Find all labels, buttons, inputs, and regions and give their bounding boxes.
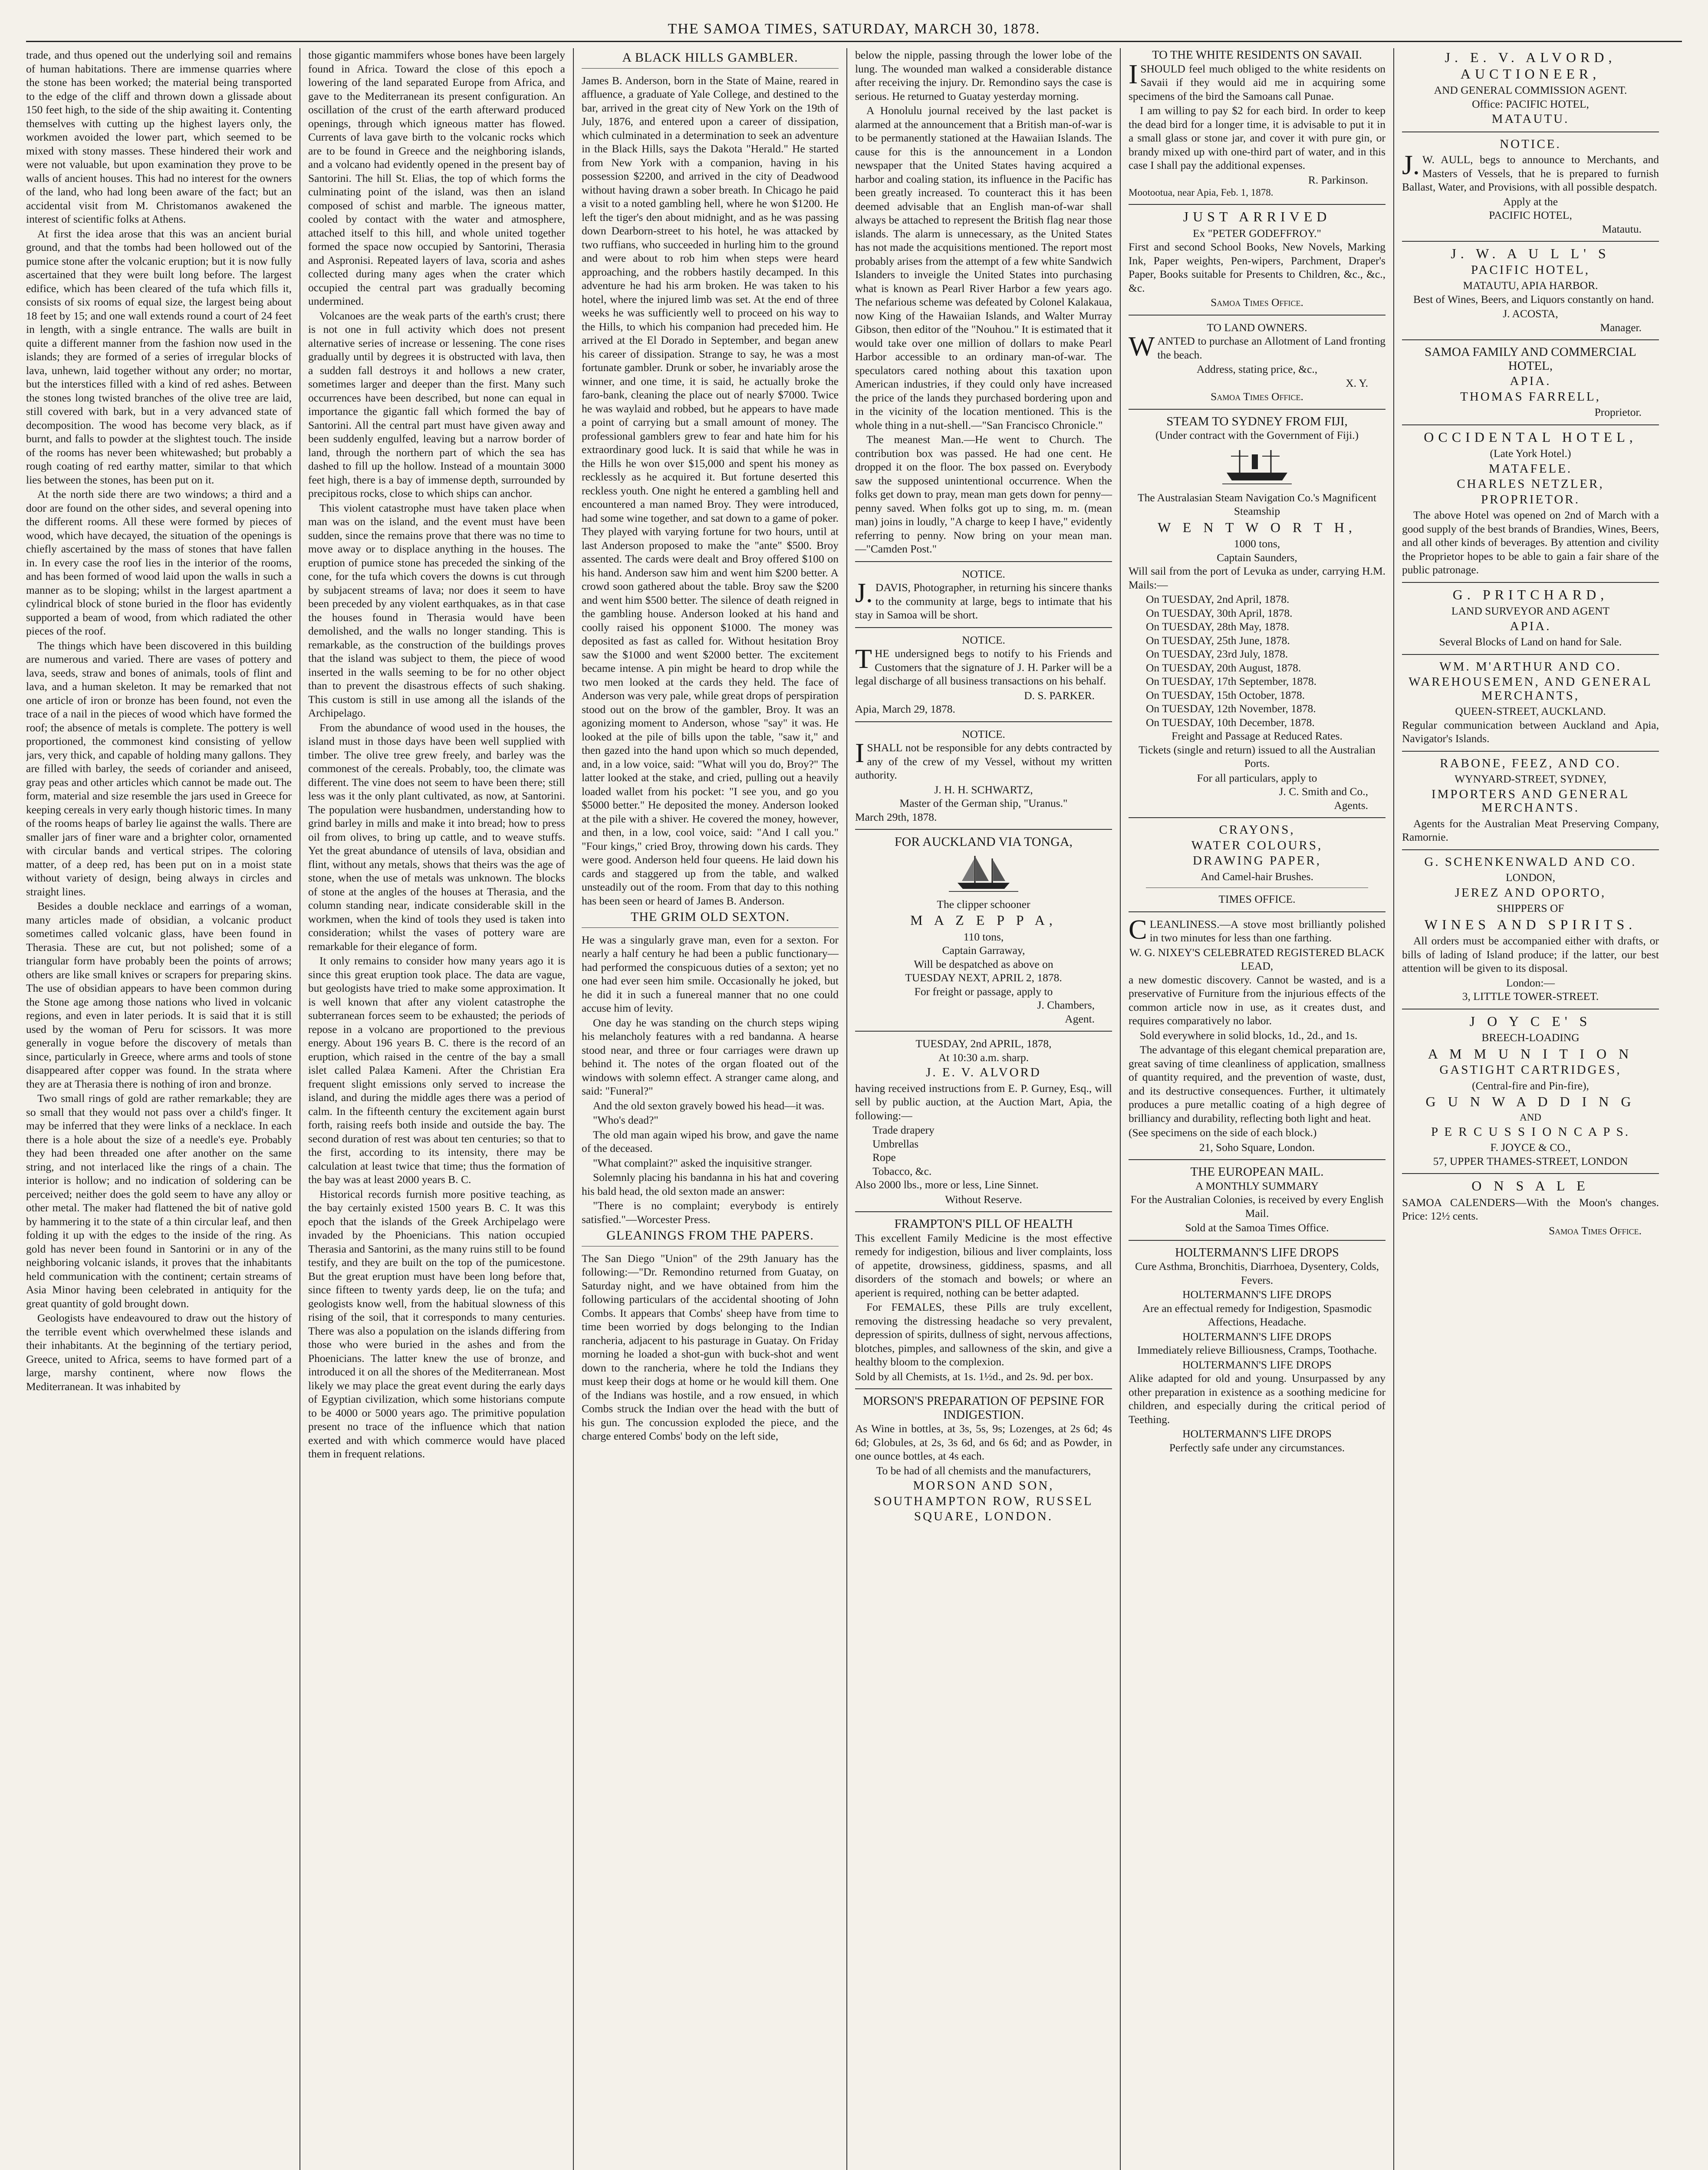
ad-body: For the Australian Colonies, is received by every English Mail. [1130, 1193, 1384, 1220]
ad-place: London:— [1506, 976, 1555, 989]
divider [1129, 1240, 1385, 1241]
article-paragraph: He was a singularly grave man, even for a sexton. For nearly a half century he had been a public functionary—had performed the conspicuous duties of a sexton; yet no one had ever seen him smile. Occasionally he joked, but he did it in such a funereal manner that no one could accuse him of levity. [582, 933, 839, 1014]
sailing-date: On TUESDAY, 15th October, 1878. [1146, 688, 1305, 701]
ad-subheading: LAND SURVEYOR AND AGENT [1451, 605, 1610, 617]
article-paragraph: This violent catastrophe must have taken place when man was on the island, and the event must have been sudden, since the remains prove that there was no time to move away or to displace anything in the houses. The eruption of pumice stone has preceded the sinking of the cone, for the tufa which covers the downs is cut through by subjacent streams of lava; nor does it seem to have been preceded by any violent earthquakes, as in that case the houses found in Therasia would have been demolished, and the walls no longer standing. This is remarkable, as the construction of the buildings proves that the island was subject to them, the piece of wood inserted in the walls seeming to be for no other object than to prevent the disastrous effects of such shaking. This custom is still in use among all the islands of the Archipelago. [308, 501, 565, 719]
shipping-agent: J. Chambers, [1037, 999, 1095, 1011]
ad-heading: HOLTERMANN'S LIFE DROPS [1182, 1427, 1332, 1440]
article-paragraph: Two small rings of gold are rather remarkable; they are so small that they would not pass over a child's finger. It may be inferred that they were links of a necklace. In each there is a hole about the size of a needle's eye. Probably they had been threaded one after another on the same string, and not interlaced like the rings of a chain. The interior is hollow; and no indication of soldering can be perceived; neither does the gold seem to have any alloy or other metal. The maker had flattened the bit of native gold by hammering it to the state of a thin circular leaf, and then folding it up with the edges to the inside of the ring. As gold has never been found in Santorini or in any of the neighboring volcanic islands, it proves that the inhabitants held communication with the continent; certain streams of Asia Minor having been celebrated in antiquity for the great quantity of gold brought down. [26, 1092, 292, 1310]
ad-goods: GASTIGHT CARTRIDGES, [1439, 1063, 1622, 1077]
ad-subheading: JEREZ AND OPORTO, [1455, 885, 1606, 900]
ad-heading: HOLTERMANN'S LIFE DROPS [1182, 1330, 1332, 1343]
ad-body: Agents for the Australian Meat Preserving Company, Ramornie. [1402, 817, 1659, 843]
ad-heading: WM. M'ARTHUR AND CO. [1439, 659, 1622, 674]
article-paragraph: below the nipple, passing through the lower lobe of the lung. The wounded man walked a considerable distance after receiving the injury. Dr. Remondino says the case is serious. He returned to Guatay yesterday morning. [855, 49, 1112, 102]
ad-address: 3, LITTLE TOWER-STREET. [1462, 990, 1599, 1003]
ad-address: 57, UPPER THAMES-STREET, LONDON [1433, 1154, 1628, 1167]
ad-body: SHIPPERS OF [1497, 902, 1564, 914]
ad-subheading: WAREHOUSEMEN, AND GENERAL MERCHANTS, [1409, 675, 1652, 703]
ad-address: SQUARE, LONDON. [914, 1509, 1053, 1523]
article-headline: GLEANINGS FROM THE PAPERS. [582, 1229, 839, 1246]
masthead: THE SAMOA TIMES, SATURDAY, MARCH 30, 1878. [26, 17, 1682, 42]
notice-heading: NOTICE. [1500, 137, 1561, 151]
sale-item: Tobacco, &c. [872, 1164, 932, 1177]
ad-goods: A M M U N I T I O N [1428, 1046, 1633, 1062]
sale-also: Also 2000 lbs., more or less, Line Sinnet. [855, 1178, 1039, 1191]
ad-signature: X. Y. [1346, 376, 1368, 389]
divider [1129, 817, 1385, 818]
ad-body: Alike adapted for old and young. Unsurpassed by any other preparation in existence as a soothing medicine for children, and especially during the critical period of Teething. [1129, 1372, 1385, 1426]
divider [1402, 339, 1659, 340]
schooner-icon [949, 852, 1018, 894]
ad-body: All orders must be accompanied either with drafts, or bills of lading of Island produce; if the latter, our best attention will be given to its disposal. [1402, 934, 1659, 974]
divider [855, 1211, 1112, 1212]
divider [1129, 204, 1385, 205]
ad-goods: G U N W A D D I N G [1425, 1094, 1636, 1109]
ad-heading: DRAWING PAPER, [1193, 854, 1321, 868]
ad-signature: J. ACOSTA, [1503, 307, 1558, 320]
ad-body: Regular communication between Auckland and Apia, Navigator's Islands. [1402, 718, 1659, 745]
sale-auctioneer: J. E. V. ALVORD [926, 1065, 1041, 1079]
ad-heading: CRAYONS, [1219, 823, 1295, 837]
columns [26, 48, 1682, 2170]
divider [855, 561, 1112, 562]
ad-heading: TO LAND OWNERS. [1207, 321, 1307, 334]
ad-goods: P E R C U S S I O N C A P S. [1431, 1124, 1630, 1139]
shipping-line: The clipper schooner [937, 898, 1030, 911]
ad-heading: WATER COLOURS, [1191, 838, 1323, 852]
divider [1402, 1173, 1659, 1174]
ad-body: Freight and Passage at Reduced Rates. [1172, 730, 1343, 742]
ad-office: Samoa Times Office. [1549, 1224, 1642, 1237]
ad-subheading: AND GENERAL COMMISSION AGENT. [1434, 84, 1627, 96]
ad-subheading: Ex "PETER GODEFFROY." [1193, 227, 1321, 240]
shipping-line: 110 tons, [963, 930, 1004, 943]
sailing-date: On TUESDAY, 20th August, 1878. [1146, 661, 1301, 674]
article-paragraph: The old man again wiped his brow, and gave the name of the deceased. [582, 1128, 839, 1154]
ad-body: Sold everywhere in solid blocks, 1d., 2d., and 1s. [1140, 1029, 1358, 1042]
sale-body: having received instructions from E. P. Gurney, Esq., will sell by public auction, at the Auction Mart, Apia, the following:— [855, 1082, 1112, 1122]
article-paragraph: The meanest Man.—He went to Church. The contribution box was passed. He had one cent. He dropped it on the floor. The box passed on. Everybody saw the supposed unintentional occurrence. When the folks get down to pray, mean man gets down for penny—penny saved. When folks got up to sing, m. m. (mean man) joins in loudly, "A charge to keep I have," evidently referring to penny. Now bring on your mean man.—"Camden Post." [855, 433, 1112, 555]
article-paragraph: At the north side there are two windows; a third and a door are found on the other sides, and several opening into the different rooms. All these were formed by pieces of wood, which have decayed, the situation of the openings is chiefly ascertained by the mass of stones that have fallen in. In every case the roof lies in the interior of the rooms, and has been formed of wood laid upon the walls in such a manner as to be sloping; whilst in the largest apartment a cylindrical block of stone buried in the floor has evidently supported a beam of wood, from which radiated the other pieces of the roof. [26, 488, 292, 637]
column-2 [299, 48, 573, 2170]
divider [855, 1388, 1112, 1389]
notice-signature-title: Master of the German ship, "Uranus." [899, 797, 1068, 809]
divider [1402, 751, 1659, 752]
ad-heading: PACIFIC HOTEL, [1471, 263, 1590, 277]
sailing-date: On TUESDAY, 2nd April, 1878. [1146, 593, 1290, 605]
ad-heading: J. W. A U L L' S [1451, 246, 1610, 261]
ad-body: Are an effectual remedy for Indigestion, Spasmodic Affections, Headache. [1142, 1302, 1372, 1328]
column-6 [1393, 48, 1667, 2170]
ad-heading: O N S A L E [1471, 1178, 1590, 1194]
ad-heading: HOLTERMANN'S LIFE DROPS [1175, 1246, 1339, 1259]
ad-body: This excellent Family Medicine is the most effective remedy for indigestion, bilious and liver complaints, loss of appetite, drowsiness, giddiness, spasms, and all disorders of the stomach and bowels; or where an aperient is required, nothing can be better adapted. [855, 1231, 1112, 1299]
ad-heading: G. PRITCHARD, [1452, 586, 1609, 602]
ad-body: Sold by all Chemists, at 1s. 1½d., and 2s. 9d. per box. [855, 1370, 1093, 1383]
ad-body: The above Hotel was opened on 2nd of March with a good supply of the best brands of Brandies, Wines, Beers, and all other kinds of beverages. By attention and civility the Proprietor hopes to be able to gain a fair share of the public patronage. [1402, 509, 1659, 576]
notice-body: ISHALL not be responsible for any debts contracted by any of the crew of my Vessel, without my written authority. [855, 737, 1112, 781]
ad-heading: JUST ARRIVED [1183, 209, 1331, 224]
ad-body: Best of Wines, Beers, and Liquors constantly on hand. [1413, 293, 1654, 306]
column-3 [573, 48, 846, 2170]
ad-place: MATAUTU. [1491, 112, 1570, 126]
divider [1402, 424, 1659, 425]
ad-name: CHARLES NETZLER, [1457, 477, 1604, 491]
ad-body: J.W. AULL, begs to announce to Merchants, and Masters of Vessels, that he is prepared to furnish Ballast, Water, and Provisions, with all possible despatch. [1402, 149, 1659, 193]
ad-body: Tickets (single and return) issued to all the Australian Ports. [1139, 743, 1376, 769]
column-4 [846, 48, 1120, 2170]
notice-date: Apia, March 29, 1878. [855, 703, 955, 715]
ad-body: ISHOULD feel much obliged to the white residents on Savaii if they would aid me in acquiring some specimens of the bird the Samoans call Punae. [1129, 58, 1385, 102]
divider [855, 829, 1112, 830]
ad-body: (See specimens on the side of each block.) [1129, 1126, 1317, 1139]
ad-signature-title: Manager. [1600, 321, 1642, 334]
ad-subheading: (Under contract with the Government of Fiji.) [1155, 429, 1359, 441]
divider [1402, 849, 1659, 850]
column-1 [26, 48, 299, 2170]
ad-body: 1000 tons, [1234, 537, 1280, 550]
ad-office: TIMES OFFICE. [1218, 893, 1296, 905]
ad-body: Will sail from the port of Levuka as under, carrying H.M. Mails:— [1129, 565, 1385, 591]
ad-body: Office: PACIFIC HOTEL, [1472, 97, 1589, 110]
ad-body: Cure Asthma, Bronchitis, Diarrhoea, Dysentery, Colds, Fevers. [1135, 1260, 1379, 1286]
divider [1129, 911, 1385, 912]
notice-heading: NOTICE. [962, 727, 1005, 740]
ad-signature: Samoa Times Office. [1211, 296, 1303, 309]
divider [1402, 654, 1659, 655]
article-paragraph: "There is no complaint; everybody is entirely satisfied."—Worcester Press. [582, 1199, 839, 1226]
article-paragraph: One day he was standing on the church steps wiping his melancholy features with a red bandanna. A hearse stood near, and three or four carriages were drawn up behind it. The notes of the organ floated out of the windows with solemn effect. A stranger came along, and said: "Funeral?" [582, 1016, 839, 1097]
ad-body: I am willing to pay $2 for each bird. In order to keep the dead bird for a longer time, it is advisable to put it in a small glass or stone jar, and cover it with pure gin, or brandy mixed up with one-third part of water, and in this case I shall pay the additional expenses. [1129, 104, 1385, 171]
ad-place: LONDON, [1505, 871, 1556, 884]
shipping-heading: FOR AUCKLAND VIA TONGA, [894, 835, 1073, 849]
sale-date: TUESDAY, 2nd APRIL, 1878, [915, 1037, 1052, 1050]
ad-body: The Australasian Steam Navigation Co.'s Magnificent Steamship [1138, 491, 1376, 517]
notice-signature: J. H. H. SCHWARTZ, [934, 783, 1033, 796]
ship-name: W E N T W O R T H, [1158, 519, 1356, 535]
sailing-date: On TUESDAY, 17th September, 1878. [1146, 675, 1317, 687]
divider [855, 627, 1112, 628]
sailing-list [1129, 592, 1385, 729]
divider [1129, 1159, 1385, 1160]
ad-heading: RABONE, FEEZ, AND CO. [1440, 756, 1621, 770]
ad-role: PROPRIETOR. [1481, 492, 1580, 506]
ad-body: Sold at the Samoa Times Office. [1185, 1221, 1329, 1234]
ad-place: APIA. [1510, 374, 1551, 388]
ad-address: 21, Soho Square, London. [1199, 1141, 1315, 1154]
ad-subheading: IMPORTERS AND GENERAL MERCHANTS. [1431, 787, 1630, 815]
ad-company: MORSON AND SON, [913, 1479, 1054, 1493]
sale-item: Umbrellas [872, 1137, 919, 1150]
column-5 [1120, 48, 1393, 2170]
ad-body: As Wine in bottles, at 3s, 5s, 9s; Lozenges, at 2s 6d; 4s 6d; Globules, at 2s, 3s 6d, and 6s 6d; and as Powder, in one ounce bottles, at 4s each. [855, 1422, 1112, 1462]
ad-heading: G. SCHENKENWALD AND CO. [1424, 855, 1637, 869]
ad-body: To be had of all chemists and the manufacturers, [876, 1464, 1091, 1477]
ad-body: The advantage of this elegant chemical preparation are, great saving of time cleanliness of application, smallness of quantity required, and the prevention of waste, dust, and its destructive consequences. Further, it ultimately produces a pure metallic coating of a high degree of brilliancy and durability, reflecting both light and heat. [1129, 1043, 1385, 1124]
ad-body: Captain Saunders, [1217, 551, 1297, 564]
ad-body: First and second School Books, New Novels, Marking Ink, Paper weights, Pen-wipers, Parchment, Draper's Paper, Books suitable for Presents to Children, &c., &c., &c. [1129, 240, 1385, 294]
ad-heading: HOLTERMANN'S LIFE DROPS [1182, 1288, 1332, 1301]
ad-body: Address, stating price, &c., [1196, 363, 1318, 375]
ad-body: For FEMALES, these Pills are truly excellent, removing the distressing headache so very prevalent, depression of spirits, dullness of sight, nervous affections, blotches, pimples, and sallowness of the skin, and give a healthy bloom to the complexion. [855, 1301, 1112, 1368]
ad-heading: SAMOA FAMILY AND COMMERCIAL HOTEL, [1425, 345, 1636, 373]
divider [1402, 582, 1659, 583]
article-paragraph: those gigantic mammifers whose bones have been largely found in Africa. Toward the close of this epoch a lowering of the land separated Europe from Africa, and gave to the Mediterranean its present configuration. An oscillation of the crust of the earth afterward produced openings, through which igneous matter has flowed. Currents of lava gave birth to the volcanic rocks which are to be found in Greece and the neighboring islands, and a volcano had evidently opened in the present bay of Santorini. The hill St. Elias, the top of which forms the culminating point of the island, was then an island composed of schist and marble. The igneous matter, cooled by contact with the water and atmosphere, attached itself to this hill, and whole united together formed the space now occupied by Santorini, Therasia and Aspronisi. Repeated layers of lava, scoria and ashes collected during many ages when the crater which occupied the central part was gradually becoming undermined. [308, 49, 565, 307]
sailing-date: On TUESDAY, 30th April, 1878. [1146, 606, 1293, 619]
notice-body: J.DAVIS, Photographer, in returning his sincere thanks to the community at large, begs to intimate that his stay in Samoa will be short. [855, 577, 1112, 621]
ship-name: M A Z E P P A, [910, 912, 1057, 928]
ad-body: SAMOA CALENDERS—With the Moon's changes. Price: 12½ cents. [1402, 1196, 1659, 1222]
article-paragraph: James B. Anderson, born in the State of Maine, reared in affluence, a graduate of Yale College, and destined to the bar, arrived in the great city of New York on the 19th of July, 1876, and entered upon a career of dissipation, which culminated in a determination to seek an adventure in the Black Hills, says the Dakota "Herald." He started from New York with a companion, having in his possession $2200, and arrived in the city of Deadwood without having drawn a sober breath. In Chicago he paid a visit to a noted gambling hell, where he won $1200. He left the tiger's den about midnight, and as he was passing down Dearborn-street to his hotel, he was attacked by two ruffians, who succeeded in hurling him to the ground and were about to rob him when steps were heard approaching, and the robbers hastily decamped. In this adventure he had his arm broken. He was taken to his hotel, where the injured limb was set. At the end of three weeks he was sufficiently well to proceed on his way to the Hills, to which his companion had preceded him. He arrived at the El Dorado in September, and began anew his career of dissipation. Strange to say, he was a most fortunate gambler. Drunk or sober, he invariably arose the winner, and one time, it is said, he actually broke the faro-bank, cleaning the place out of nearly $7000. Twice he was waylaid and robbed, but he appears to have made a point of carrying but a small amount of money. The professional gamblers grew to fear and hate him for his extraordinary good luck. It is said that while he was in the Hills he won over $15,000 and spent his money as recklessly as he acquired it. But fortune deserted this reckless youth. One night he entered a gambling hell and encountered a man named Broy. They were introduced, had some wine together, and sat down to a game of poker. They played with varying fortune for two hours, until at last Anderson proposed to make the "ante" $500. Broy assented. The cards were dealt and Broy offered $100 on his hand. Anderson saw him and went him $200 better. A crowd soon gathered about the table. Broy saw the $200 and went him $500 better. The silence of death reigned in the gambling house. Anderson looked at his hand and coolly raised his opponent $1000. The money was deposited as fast as called for. Without hesitation Broy saw the $1000 and went $2000 better. The excitement became intense. A pin might be heard to drop while the two men looked at the cards they held. The face of Anderson was very pale, while great drops of perspiration stood out on the brow of the gambler, Broy. It was an agonizing moment to Anderson, whose "say" it was. He looked at the pile of bills upon the table, "saw it," and then gazed into the hand upon which so much depended, and, in a low voice, said: "What will you do, Broy?" The latter looked at the stake, and cried, pulling out a heavily loaded wallet from his pocket: "I see you, and go you $5000 better." He deposited the money. Anderson looked at the pile with a shiver. He covered the money, however, and then, in a low, cool voice, said: "And I call you." "Four kings," cried Broy, throwing down his cards. They were good. Anderson held four queens. He laid down his cards and staggered up from the table, and walked unsteadily out of the room. From that day to this nothing has been seen or heard of James B. Anderson. [582, 74, 839, 907]
ad-subheading: BREECH-LOADING [1481, 1031, 1580, 1044]
ad-place: WYNYARD-STREET, SYDNEY, [1455, 773, 1606, 785]
sale-item: Trade drapery [872, 1124, 935, 1136]
ad-heading: MORSON'S PREPARATION OF PEPSINE FOR INDIGESTION. [862, 1394, 1105, 1422]
ad-body: Several Blocks of Land on hand for Sale. [1439, 635, 1622, 648]
sailing-date: On TUESDAY, 25th June, 1878. [1146, 634, 1290, 647]
shipping-line: Captain Garraway, [942, 944, 1025, 957]
ad-body: a new domestic discovery. Cannot be wasted, and is a preservative of Furniture from the injurious effects of the common article now in use, as it creates dust, and requires comparatively no labor. [1129, 973, 1385, 1027]
shipping-date: TUESDAY NEXT, APRIL 2, 1878. [905, 971, 1062, 984]
article-paragraph: And the old sexton gravely bowed his head—it was. [593, 1099, 825, 1112]
ad-body: CLEANLINESS.—A stove most brilliantly polished in two minutes for less than one farthing. [1129, 914, 1385, 945]
ad-subheading: A MONTHLY SUMMARY [1195, 1179, 1319, 1192]
ad-date: Mootootua, near Apia, Feb. 1, 1878. [1129, 187, 1274, 198]
ad-heading: W. G. NIXEY'S CELEBRATED REGISTERED BLACK LEAD, [1129, 946, 1385, 972]
ad-heading: THE EUROPEAN MAIL. [1190, 1165, 1324, 1179]
ad-body: WANTED to purchase an Allotment of Land fronting the beach. [1129, 331, 1385, 362]
ad-heading: FRAMPTON'S PILL OF HEALTH [894, 1217, 1073, 1231]
article-headline: THE GRIM OLD SEXTON. [582, 910, 839, 928]
article-paragraph: From the abundance of wood used in the houses, the island must in those days have been well supplied with timber. The olive tree grew freely, and barley was the commonest of the cereals. Probably, too, the climate was different. The vine does not seem to have been there; still less was it the only plant cultivated, as now, at Santorini. The population were husbandmen, understanding how to grind barley in mills and make it into bread; how to press oil from olives, to bring up cattle, and to weave stuffs. Yet the great abundance of utensils of lava, obsidian and flint, without any metals, shows that theirs was the age of stone, when the use of metals was unknown. The blocks of stone at the angles of the houses at Therasia, and the column standing near, indicate considerable skill in the workmen, when the kind of tools they used is taken into consideration; whilst the vases of pottery ware are remarkable for their elegance of form. [308, 721, 565, 953]
article-paragraph: Historical records furnish more positive teaching, as the bay certainly existed 1500 years B. C. It was this epoch that the islands of the Greek Archipelago were invaded by the Phoenicians. This nation occupied Therasia and Santorini, as the many ruins still to be found testify, and they are built on the top of the pumicestone. But the great eruption must have been long before that, since fifteen to twenty yards deep, lie on the tufa; and geologists know well, from the habitual slowness of this rising of the soil, that it corresponds to many centuries. There was also a population on the islands differing from those who were buried in the ashes and from the Phoenicians. The latter knew the use of bronze, and introduced it on all the shores of the Mediterranean. Most likely we may place the great event during the early days of Egyptian civilization, which some historians compute to be 4000 or 5000 years ago. The primitive population present no trace of the influence which that nation exerted and with which commerce would have placed them in frequent relations. [308, 1187, 565, 1460]
shipping-line: For freight or passage, apply to [914, 985, 1053, 998]
ad-heading: AUCTIONEER, [1460, 66, 1601, 82]
divider [855, 721, 1112, 722]
article-paragraph: It only remains to consider how many years ago it is since this great eruption took place. The data are vague, but geologists have tried to make some approximation. It is well known that after any violent catastrophe the subterranean forces seem to be exhausted; the periods of repose in a volcano are proportioned to the previous energy. About 196 years B. C. there is the record of an eruption, which raised in the centre of the bay a small islet called Palæa Kameni. After the Christian Era frequent slight emissions only served to increase the island, and during the middle ages there was a period of calm. In the fifteenth century the excitement again burst forth, raising reefs both inside and outside the bay. The second duration of rest was about ten centuries; so that to the first, according to its intensity, there may be calculation at least twice that time; thus the formation of the bay was at least 2000 years B. C. [308, 954, 565, 1186]
divider [1129, 409, 1385, 410]
ad-body: For all particulars, apply to [1197, 771, 1317, 784]
ad-body: PACIFIC HOTEL, [1489, 209, 1572, 221]
sailing-date: On TUESDAY, 12th November, 1878. [1146, 702, 1316, 715]
ad-signature-title: Agents. [1334, 799, 1368, 812]
ad-heading: J O Y C E' S [1469, 1013, 1592, 1029]
ad-body: Perfectly safe under any circumstances. [1169, 1441, 1345, 1454]
ad-place: QUEEN-STREET, AUCKLAND. [1455, 705, 1606, 717]
sale-item: Rope [872, 1151, 896, 1164]
article-paragraph: Solemnly placing his bandanna in his hat and covering his bald head, the old sexton made an answer: [582, 1171, 839, 1197]
ad-place: Matautu. [1602, 222, 1642, 235]
ad-company: F. JOYCE & CO., [1490, 1141, 1571, 1154]
ad-heading: TO THE WHITE RESIDENTS ON SAVAII. [1152, 48, 1362, 61]
article-headline: A BLACK HILLS GAMBLER. [582, 51, 839, 69]
article-paragraph: Volcanoes are the weak parts of the earth's crust; there is not one in full activity which does not present alternative series of increase or lessening. The cone rises gradually until by degrees it is obstructed with lava, then a sudden fall destroys it and hollows a new crater, sometimes larger and deeper than the first. Many such occurrences have been described, but none can equal in importance the gigantic fall which formed the bay of Santorini. All the central part must have given away and been suddenly engulfed, leaving but a narrow border of land, through the northern part of which the sea has dashed to fill up the hollow. Instead of a mountain 3000 feet high, there is a bay of immense depth, surrounded by precipitous rocks, close to which ships can anchor. [308, 309, 565, 500]
ad-heading: HOLTERMANN'S LIFE DROPS [1182, 1358, 1332, 1371]
article-paragraph: A Honolulu journal received by the last packet is alarmed at the announcement that a British man-of-war is to be permanently stationed at the Hawaiian Islands. The cause for this is the announcement in a London newspaper that the United States having acquired a harbor and coaling station, its influence in the Pacific has been greatly increased. To counteract this it has been deemed advisable that an English man-of-war shall always be attached to represent the British flag near those islands. The alarm is unnecessary, as the United States has not made the acquisitions mentioned. The report most probably arises from the attempt of a few white Sandwich Islanders to inveigle the United States into purchasing what is known as Pearl River Harbor a few years ago. The nefarious scheme was defeated by Colonel Kalakaua, now King of the Hawaiian Islands, and Walter Murray Gibson, then editor of the "Nouhou." It is estimated that it would take over one million of dollars to make Pearl Harbor accessible to an ordinary man-of-war. The speculators cared nothing about this taxation upon American industries, if they could only have increased the price of the lands they purchased bordering upon and in the vicinity of the location mentioned. This is the whole thing in a nut-shell.—"San Francisco Chronicle." [855, 104, 1112, 431]
ad-office: Samoa Times Office. [1211, 390, 1303, 403]
notice-body: THE undersigned begs to notify to his Friends and Customers that the signature of J. H. Parker will be a legal discharge of all business transactions on his behalf. [855, 643, 1112, 687]
sailing-date: On TUESDAY, 23rd July, 1878. [1146, 648, 1288, 660]
ad-body: (Central-fire and Pin-fire), [1472, 1079, 1589, 1092]
ad-place: APIA. [1510, 619, 1551, 633]
ad-goods: WINES AND SPIRITS. [1424, 916, 1637, 932]
article-paragraph: trade, and thus opened out the underlying soil and remains of human habitations. There are immense quarries where the stone has been worked; the material being transported to the edge of the cliff and thrown down a glissade about 150 feet high, to the side of the ship awaiting it. Contenting themselves with cutting up the highest layers only, the workmen avoided the lower part, which seemed to be mixed with stony masses. These hindered their work and were not valuable, but upon examination they prove to be walls of ancient houses. This had no interest for the owners of the land, who had long been aware of the fact; but an accidental visit from M. Christomanos awakened the interest of scientific folks at Athens. [26, 49, 292, 225]
ad-name: THOMAS FARRELL, [1460, 389, 1601, 404]
sale-time: At 10:30 a.m. sharp. [938, 1051, 1029, 1064]
ad-heading: STEAM TO SYDNEY FROM FIJI, [1166, 414, 1348, 428]
article-paragraph: At first the idea arose that this was an ancient burial ground, and that the tombs had been hollowed out of the pumice stone after the volcanic eruption; but it is now fully ascertained that they were built long before. The largest edifice, which has been cleared of the tufa which fills it, consists of six rooms of equal size, the largest being about 18 feet by 15; and one wall extends round a court of 24 feet in length, with a single entrance. The walls are built in quite a different manner from the fashion now used in the islands; they are formed of a series of irregular blocks of lava, unhewn, laid together without any order; no mortar, but the interstices filled with a kind of red ashes. Between the stones long twisted branches of the olive tree are laid, still covered with bark, but in a very advanced state of decomposition. The wood has become very black, as if burnt, and falls to powder at the slightest touch. The inside of the rooms has never been whitewashed; but probably a rough coating of red earthy matter, similar to that which lies between the stones, has been put on it. [26, 227, 292, 486]
ad-body: Apply at the [1503, 195, 1558, 208]
shipping-line: Will be despatched as above on [914, 957, 1053, 970]
ad-place: MATAUTU, APIA HARBOR. [1463, 279, 1598, 292]
article-paragraph: The things which have been discovered in this building are numerous and varied. There are vases of pottery and lava, seeds, straw and bones of animals, tools of flint and lava, and a human skeleton. It may be remarked that not one article of iron or bronze has been found, not even the trace of a nail in the pieces of wood which have formed the roof; the absence of metals is complete. The pottery is well proportioned, the commonest kind consisting of yellow jars, very thick, and capable of holding many gallons. They are filled with barley, the seeds of coriander and aniseed, gray peas and other articles which cannot be made out. The form, material and size resemble the jars used in Greece for keeping cereals in very early though historic times. In many of the rooms heaps of barley lie against the walls. There are smaller jars of finer ware and a brighter color, ornamented with circular bands and vertical stripes. The coloring matter, of a deep red, has been put on in a moist state without variety of design, being always in circles and straight lines. [26, 639, 292, 898]
ad-body: And Camel-hair Brushes. [1201, 870, 1313, 883]
ad-heading: J. E. V. ALVORD, [1445, 49, 1616, 65]
notice-heading: NOTICE. [962, 567, 1005, 580]
ad-subheading: (Late York Hotel.) [1490, 447, 1571, 460]
steamship-icon [1222, 446, 1292, 487]
sailing-date: On TUESDAY, 28th May, 1878. [1146, 620, 1290, 633]
article-paragraph: Besides a double necklace and earrings of a woman, many articles made of obsidian, a volcanic product sometimes called volcanic glass, have been found in Therasia. These are cut, but not polished; some of a triangular form have probably been the points of arrows; others are like small knives or scrapers for preparing skins. The use of obsidian appears to have been common during the Stone age among those nations who lived in volcanic regions, and even in later periods. It is said that it is still used by the woman of Peru for scissors. It was more generally in vogue before the discovery of metals than since, particularly in Greece, where arms and tools of stone disappeared after copper was found. In the strata where they are at Therasia there is nothing of iron and bronze. [26, 900, 292, 1090]
article-paragraph: The San Diego "Union" of the 29th January has the following:—"Dr. Remondino returned from Guatay, on Saturday night, and we have obtained from him the following particulars of the accidental shooting of John Combs. It appears that Combs' sheep have from time to time been worried by dogs belonging to the Indian rancheria, adjacent to his pasturage in Guatay. On Friday morning he loaded a shot-gun with buck-shot and went down to the rancheria, where he told the Indians they must keep their dogs at home or he would kill them. One of the Indians was hostile, and a row ensued, in which Combs struck the Indian over the head with the butt of his gun. The concussion exploded the piece, and the charge entered Combs' body on the left side, [582, 1252, 839, 1442]
divider [855, 1031, 1112, 1032]
ad-body: Immediately relieve Billiousness, Cramps, Toothache. [1137, 1344, 1377, 1356]
shipping-agent-title: Agent. [1065, 1012, 1095, 1025]
ad-role: Proprietor. [1594, 406, 1642, 418]
ad-signature: J. C. Smith and Co., [1279, 785, 1368, 798]
ad-signature: R. Parkinson. [1308, 173, 1368, 186]
notice-signature: D. S. PARKER. [1024, 689, 1095, 702]
ad-heading: OCCIDENTAL HOTEL, [1424, 429, 1637, 445]
ad-place: MATAFELE. [1488, 461, 1573, 476]
notice-date: March 29th, 1878. [855, 810, 937, 823]
notice-heading: NOTICE. [962, 633, 1005, 646]
sale-reserve: Without Reserve. [945, 1193, 1022, 1206]
article-paragraph: Geologists have endeavoured to draw out the history of the terrible event which overwhelmed these islands and their inhabitants. At the beginning of the tertiary period, Greece, united to Africa, seems to have formed part of a large, marshy continent, where now flows the Mediterranean. It was inhabited by [26, 1312, 292, 1393]
article-paragraph: "Who's dead?" [593, 1114, 658, 1126]
sailing-date: On TUESDAY, 10th December, 1878. [1146, 716, 1315, 729]
ad-body: AND [1520, 1111, 1541, 1123]
divider [1129, 315, 1385, 316]
divider [1402, 241, 1659, 242]
article-paragraph: "What complaint?" asked the inquisitive stranger. [593, 1156, 813, 1169]
ad-address: SOUTHAMPTON ROW, RUSSEL [874, 1494, 1093, 1508]
